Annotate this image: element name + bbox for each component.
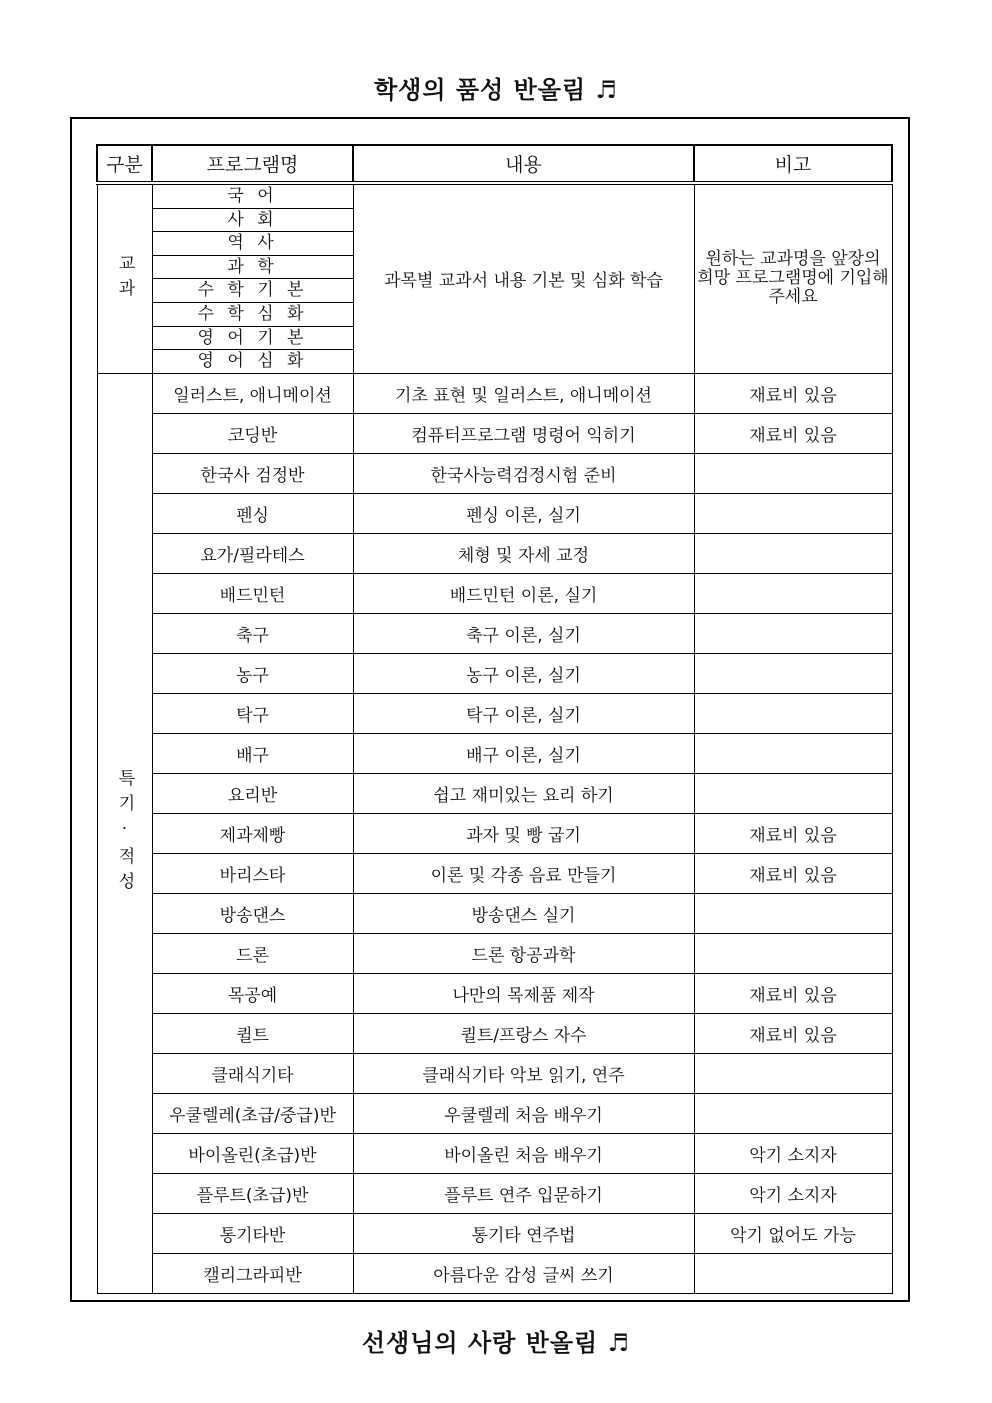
program-content: 이론 및 각종 음료 만들기 — [353, 853, 694, 893]
program-note — [694, 533, 892, 573]
table-row — [97, 373, 892, 413]
program-note — [694, 1093, 892, 1133]
program-content: 농구 이론, 실기 — [353, 653, 694, 693]
program-content: 쉽고 재미있는 요리 하기 — [353, 773, 694, 813]
table-row — [97, 1133, 892, 1173]
subject-list-cell — [152, 183, 353, 373]
program-name: 방송댄스 — [152, 893, 353, 933]
subject-item: 사 회 — [153, 209, 353, 233]
subject-item: 과 학 — [153, 256, 353, 280]
program-note: 재료비 있음 — [694, 1013, 892, 1053]
table-row — [97, 773, 892, 813]
program-content: 플루트 연주 입문하기 — [353, 1173, 694, 1213]
program-note — [694, 453, 892, 493]
program-note — [694, 693, 892, 733]
page-header-title: 학생의 품성 반올림 ♬ — [373, 75, 619, 104]
program-content: 과자 및 빵 굽기 — [353, 813, 694, 853]
program-name: 우쿨렐레(초급/중급)반 — [152, 1093, 353, 1133]
program-note: 재료비 있음 — [694, 813, 892, 853]
table-row — [97, 973, 892, 1013]
program-content: 나만의 목제품 제작 — [353, 973, 694, 1013]
program-content: 펜싱 이론, 실기 — [353, 493, 694, 533]
page-footer-title: 선생님의 사랑 반올림 ♬ — [361, 1328, 631, 1357]
category-subject — [97, 183, 152, 373]
subject-content: 과목별 교과서 내용 기본 및 심화 학습 — [353, 183, 694, 373]
subject-note-line1: 원하는 교과명을 앞장의 — [705, 249, 881, 270]
program-name: 펜싱 — [152, 493, 353, 533]
program-note — [694, 653, 892, 693]
program-name: 배구 — [152, 733, 353, 773]
program-name: 캘리그라피반 — [152, 1253, 353, 1293]
program-name: 퀼트 — [152, 1013, 353, 1053]
program-content: 클래식기타 악보 읽기, 연주 — [353, 1053, 694, 1093]
subject-item: 국 어 — [153, 185, 353, 209]
program-content: 축구 이론, 실기 — [353, 613, 694, 653]
program-note — [694, 613, 892, 653]
program-note — [694, 1053, 892, 1093]
program-note — [694, 933, 892, 973]
subject-item: 수 학 기 본 — [153, 279, 353, 303]
program-content: 아름다운 감성 글씨 쓰기 — [353, 1253, 694, 1293]
program-name: 제과제빵 — [152, 813, 353, 853]
header-content: 내용 — [353, 145, 694, 183]
program-name: 일러스트, 애니메이션 — [152, 373, 353, 413]
table-row — [97, 733, 892, 773]
program-note: 악기 소지자 — [694, 1173, 892, 1213]
program-note: 재료비 있음 — [694, 413, 892, 453]
program-name: 요가/필라테스 — [152, 533, 353, 573]
program-name: 농구 — [152, 653, 353, 693]
table-row — [97, 1173, 892, 1213]
program-name: 바리스타 — [152, 853, 353, 893]
table-row — [97, 1013, 892, 1053]
table-row — [97, 1053, 892, 1093]
program-content: 방송댄스 실기 — [353, 893, 694, 933]
program-content: 배구 이론, 실기 — [353, 733, 694, 773]
table-row — [97, 1253, 892, 1293]
program-content: 기초 표현 및 일러스트, 애니메이션 — [353, 373, 694, 413]
program-note: 재료비 있음 — [694, 373, 892, 413]
program-content: 체형 및 자세 교정 — [353, 533, 694, 573]
table-row — [97, 493, 892, 533]
table-row — [97, 453, 892, 493]
program-note: 재료비 있음 — [694, 853, 892, 893]
program-name: 코딩반 — [152, 413, 353, 453]
program-name: 한국사 검정반 — [152, 453, 353, 493]
program-note: 악기 소지자 — [694, 1133, 892, 1173]
subject-item: 영 어 심 화 — [197, 351, 308, 372]
program-name: 바이올린(초급)반 — [152, 1133, 353, 1173]
category-subject-label: 교과 — [114, 253, 135, 304]
table-row — [97, 693, 892, 733]
program-name: 요리반 — [152, 773, 353, 813]
program-content: 퀼트/프랑스 자수 — [353, 1013, 694, 1053]
table-row — [97, 413, 892, 453]
header-program-name: 프로그램명 — [152, 145, 353, 183]
table-row — [97, 893, 892, 933]
program-content: 통기타 연주법 — [353, 1213, 694, 1253]
program-note — [694, 573, 892, 613]
program-name: 배드민턴 — [152, 573, 353, 613]
program-note: 재료비 있음 — [694, 973, 892, 1013]
subject-item: 영 어 기 본 — [153, 327, 353, 351]
table-row — [97, 853, 892, 893]
header-note: 비고 — [694, 145, 892, 183]
program-note: 악기 없어도 가능 — [694, 1213, 892, 1253]
program-content: 한국사능력검정시험 준비 — [353, 453, 694, 493]
program-note — [694, 893, 892, 933]
program-name: 드론 — [152, 933, 353, 973]
program-content: 탁구 이론, 실기 — [353, 693, 694, 733]
table-row — [97, 1093, 892, 1133]
program-content: 컴퓨터프로그램 명령어 익히기 — [353, 413, 694, 453]
table-row — [97, 813, 892, 853]
table-row — [97, 613, 892, 653]
header-category: 구분 — [97, 145, 152, 183]
program-name: 통기타반 — [152, 1213, 353, 1253]
subject-row — [97, 183, 892, 373]
subject-item: 역 사 — [153, 232, 353, 256]
program-note — [694, 733, 892, 773]
program-content: 드론 항공과학 — [353, 933, 694, 973]
program-content: 배드민턴 이론, 실기 — [353, 573, 694, 613]
program-table — [96, 144, 893, 1294]
category-special — [97, 373, 152, 1293]
table-row — [97, 533, 892, 573]
subject-item: 수 학 심 화 — [153, 303, 353, 327]
program-name: 플루트(초급)반 — [152, 1173, 353, 1213]
program-content: 우쿨렐레 처음 배우기 — [353, 1093, 694, 1133]
program-note — [694, 773, 892, 813]
program-name: 클래식기타 — [152, 1053, 353, 1093]
table-header-row — [97, 145, 892, 183]
program-name: 목공예 — [152, 973, 353, 1013]
program-name: 탁구 — [152, 693, 353, 733]
program-content: 바이올린 처음 배우기 — [353, 1133, 694, 1173]
table-row — [97, 653, 892, 693]
table-row — [97, 1213, 892, 1253]
table-row — [97, 933, 892, 973]
program-note — [694, 1253, 892, 1293]
program-name: 축구 — [152, 613, 353, 653]
category-special-label: 특기·적성 — [114, 769, 135, 898]
subject-note — [694, 183, 892, 373]
table-row — [97, 573, 892, 613]
program-note — [694, 493, 892, 533]
subject-note-line2: 희망 프로그램명에 기입해 주세요 — [697, 268, 889, 308]
